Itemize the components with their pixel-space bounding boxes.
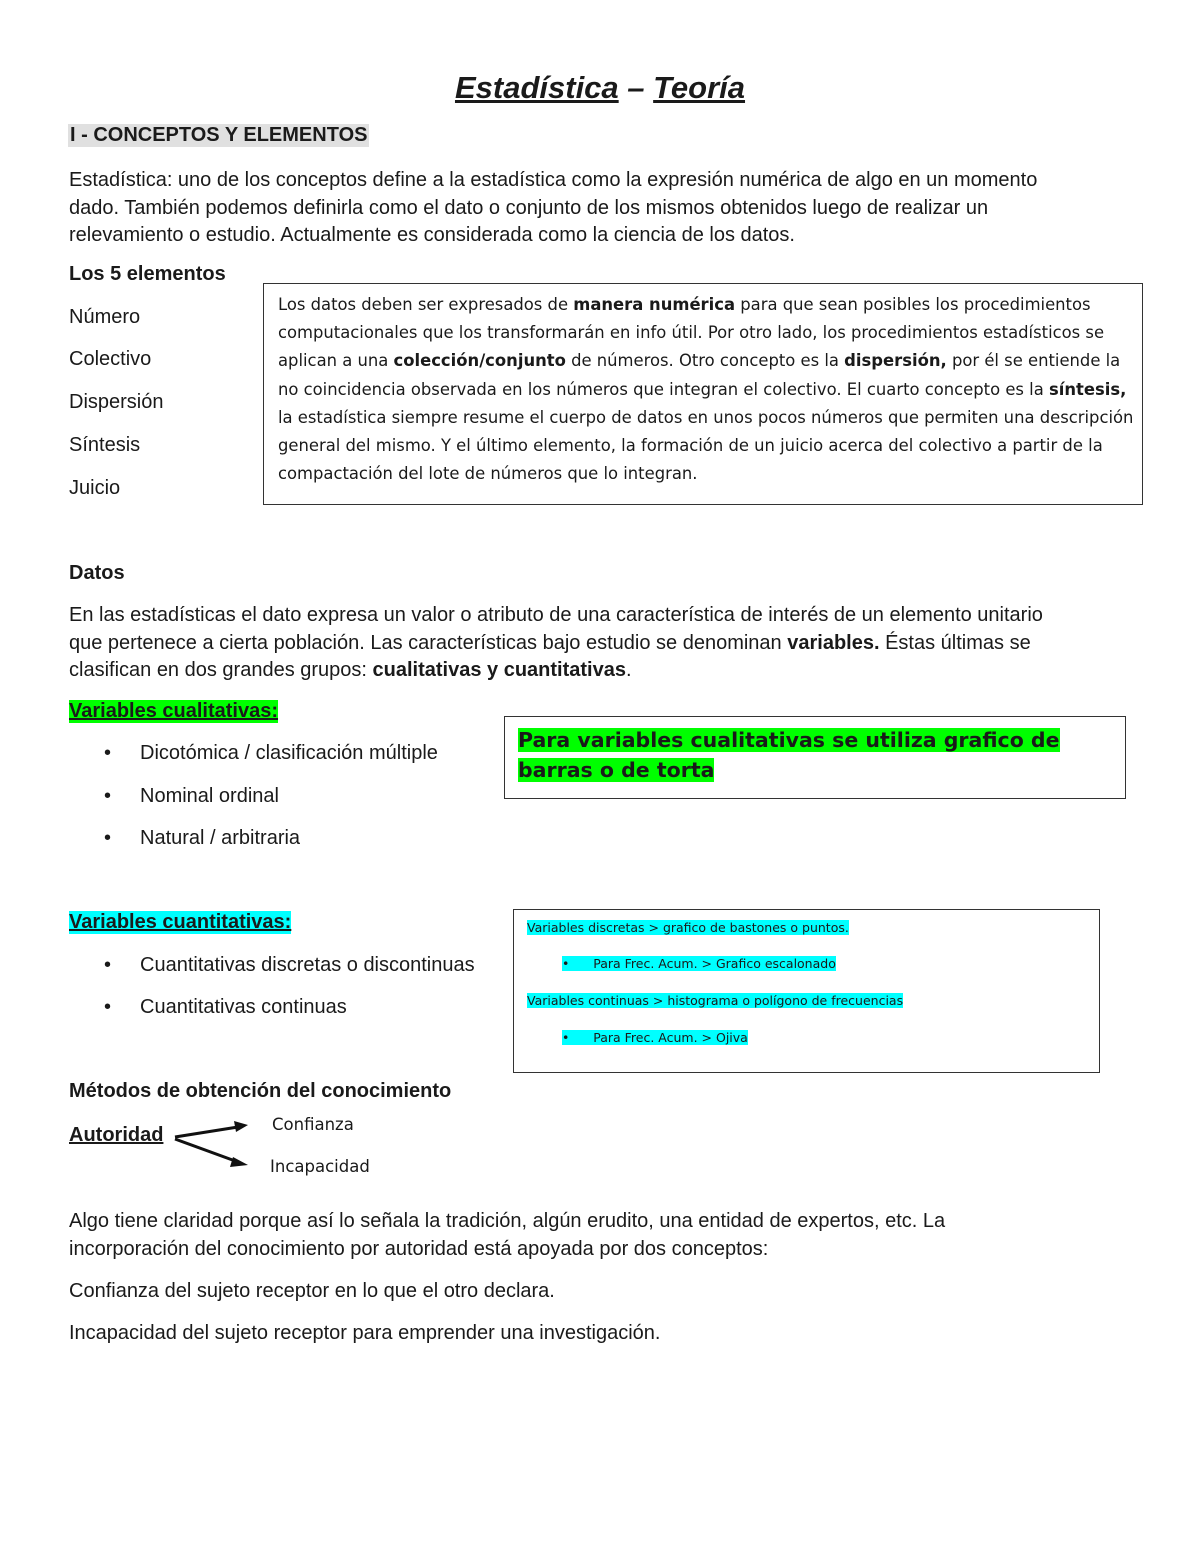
- closing-paragraph: [69, 1208, 1149, 1263]
- arrow-head-icon: [234, 1121, 248, 1132]
- box-line: [562, 1030, 748, 1045]
- box-line: [562, 956, 836, 971]
- datos-paragraph: [69, 602, 1149, 685]
- bold-run: manera numérica: [573, 295, 736, 314]
- title-part1: Estadística: [454, 70, 619, 105]
- arrow-head-icon: [230, 1157, 248, 1167]
- text-run: para que sean posibles los procedimientos computacionales que los transformarán en info útil. Por otro lado, los procedimientos estadísticos se aplican a una: [278, 295, 1105, 371]
- bold-run: variables.: [787, 631, 880, 654]
- datos-line: En las estadísticas el dato expresa un valor o atributo de una característica de interés de un elemento unitario: [69, 604, 1043, 626]
- bullet-icon: •: [562, 1030, 594, 1045]
- closing-line: Algo tiene claridad porque así lo señala la tradición, algún erudito, una entidad de expertos, etc. La: [69, 1210, 946, 1232]
- datos-heading: Datos: [69, 562, 125, 584]
- bullet-icon: •: [104, 742, 112, 764]
- bold-run: dispersión,: [844, 351, 947, 371]
- highlight-run: Variables discretas > grafico de bastones o puntos.: [527, 920, 849, 935]
- list-item-text: Nominal ordinal: [140, 785, 279, 807]
- element-item: Síntesis: [69, 434, 141, 456]
- box-line: [527, 993, 903, 1008]
- text-run: clasifican en dos grandes grupos:: [69, 659, 373, 681]
- bold-run: cualitativas y cuantitativas: [372, 659, 626, 681]
- box-line-text: Para Frec. Acum. > Grafico escalonado: [593, 956, 836, 971]
- text-run: Éstas últimas se: [879, 631, 1031, 654]
- list-item: [104, 785, 279, 808]
- confidence-definition: Confianza del sujeto receptor en lo que el otro declara.: [69, 1280, 555, 1302]
- list-item-text: Cuantitativas continuas: [140, 996, 347, 1018]
- title-dash: –: [618, 70, 654, 105]
- bullet-icon: •: [104, 954, 112, 976]
- element-item: Colectivo: [69, 348, 152, 370]
- highlight-run: Para variables cualitativas se utiliza grafico de barras o de torta: [518, 728, 1060, 782]
- element-item: Dispersión: [69, 391, 164, 413]
- text-run: .: [625, 659, 632, 681]
- intro-paragraph: [69, 167, 1149, 250]
- incapacity-definition: Incapacidad del sujeto receptor para emprender una investigación.: [69, 1322, 661, 1344]
- confidence-label: Confianza: [272, 1115, 354, 1134]
- qualitative-chart-text: [518, 725, 1118, 785]
- text-run: de números. Otro concepto es la: [565, 351, 845, 371]
- authority-label: Autoridad: [69, 1124, 164, 1146]
- bullet-icon: •: [104, 827, 112, 849]
- highlight-run: [562, 956, 836, 971]
- intro-line: Estadística: uno de los conceptos define a la estadística como la expresión numérica de algo en un momento: [69, 169, 1038, 191]
- bold-run: colección/conjunto: [393, 351, 566, 371]
- elements-explanation-text: [278, 291, 1134, 488]
- qualitative-heading: Variables cualitativas:: [69, 700, 279, 722]
- datos-line: [69, 630, 1149, 658]
- element-item: Juicio: [69, 477, 121, 499]
- quantitative-chart-box: [513, 909, 1100, 1073]
- arrow-line: [175, 1127, 238, 1137]
- box-line-text: Para Frec. Acum. > Ojiva: [593, 1030, 748, 1045]
- arrows-diagram: [170, 1115, 260, 1175]
- box-line: [527, 920, 849, 935]
- page-title: [0, 70, 1200, 106]
- methods-heading: Métodos de obtención del conocimiento: [69, 1080, 452, 1102]
- qualitative-chart-box: [504, 716, 1126, 799]
- title-part2: Teoría: [653, 70, 746, 105]
- bullet-icon: •: [104, 785, 112, 807]
- datos-line: [69, 657, 1149, 685]
- text-run: que pertenece a cierta población. Las características bajo estudio se denominan: [69, 631, 788, 654]
- arrow-line: [175, 1139, 238, 1162]
- text-run: la estadística siempre resume el cuerpo de datos en unos pocos números que permiten una descripción general del mismo. Y el último elemento, la formación de un juicio acerca del colectivo a partir de la compactación del lote de números que lo integran.: [278, 407, 1134, 484]
- list-item-text: Cuantitativas discretas o discontinuas: [140, 954, 475, 976]
- bold-run: síntesis,: [1048, 379, 1127, 399]
- list-item: [104, 742, 438, 765]
- list-item: [104, 996, 347, 1019]
- highlight-run: [562, 1030, 748, 1045]
- list-item: [104, 827, 300, 850]
- bullet-icon: •: [104, 996, 112, 1018]
- list-item: [104, 954, 475, 977]
- text-run: por él se entiende la no coincidencia observada en los números que integran el colectivo. El cuarto concepto es la: [278, 351, 1121, 399]
- intro-line: dado. También podemos definirla como el dato o conjunto de los mismos obtenidos luego de realizar un: [69, 196, 989, 219]
- quantitative-heading: Variables cuantitativas:: [69, 911, 292, 933]
- elements-explanation-box: [263, 283, 1143, 505]
- text-run: Los datos deben ser expresados de: [278, 295, 574, 314]
- bullet-icon: •: [562, 956, 594, 971]
- element-item: Número: [69, 306, 141, 328]
- highlight-run: Variables continuas > histograma o polígono de frecuencias: [527, 993, 904, 1008]
- intro-line: relevamiento o estudio. Actualmente es considerada como la ciencia de los datos.: [69, 224, 795, 246]
- closing-line: incorporación del conocimiento por autoridad está apoyada por dos conceptos:: [69, 1237, 769, 1260]
- list-item-text: Dicotómica / clasificación múltiple: [140, 742, 438, 764]
- list-item-text: Natural / arbitraria: [140, 827, 301, 849]
- incapacity-label: Incapacidad: [270, 1157, 370, 1176]
- elements-heading: Los 5 elementos: [69, 263, 226, 285]
- section-heading: I - CONCEPTOS Y ELEMENTOS: [70, 124, 368, 146]
